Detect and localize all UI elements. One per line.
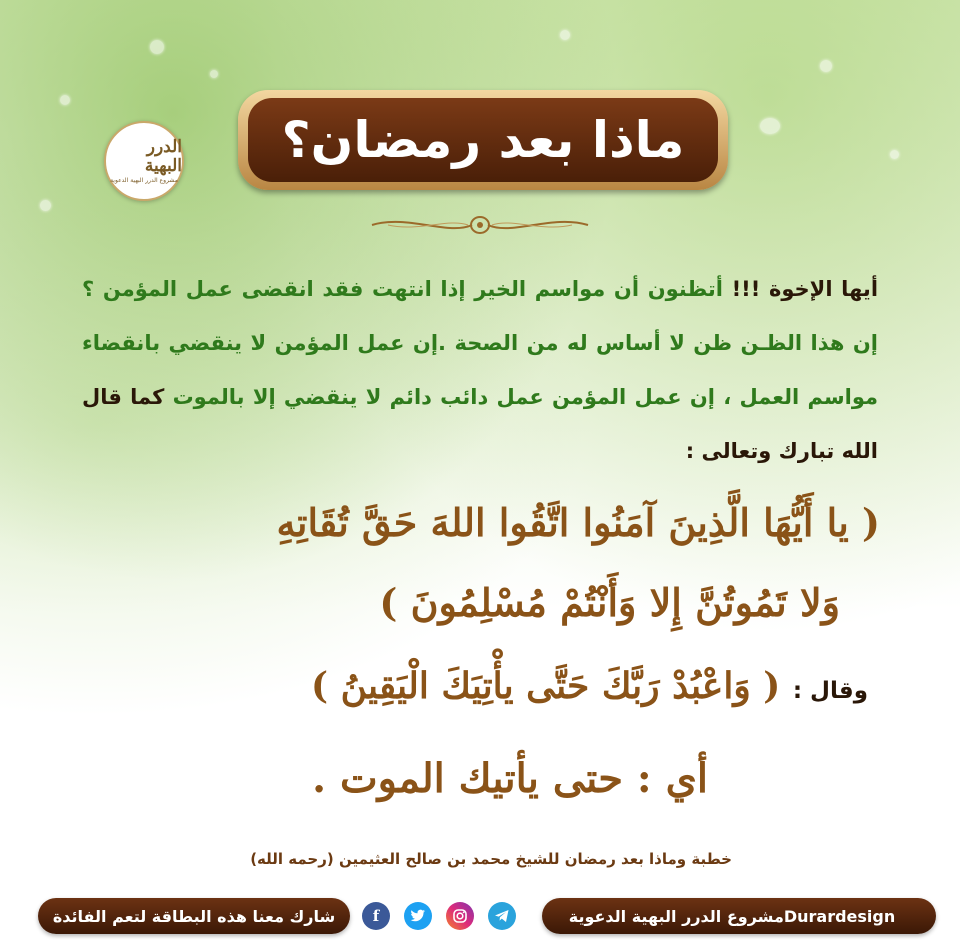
paragraph-body: أتظنون أن مواسم الخير إذا انتهت فقد انقضى عمل المؤمن ؟ إن هذا الظـن ظن لا أساس له من الصحة .إن عمل المؤمن لا ينقضي بانقضاء مواسم العمل ، إن عمل المؤمن عمل دائب دائم لا ينقضي إلا بالموت	[82, 277, 878, 409]
title-banner-inner	[248, 98, 718, 182]
telegram-icon[interactable]	[488, 902, 516, 930]
project-banner	[542, 898, 936, 934]
logo-name: الدرر البهية	[144, 136, 182, 176]
water-drop	[210, 70, 218, 78]
paragraph-ending: كما قال الله تبارك وتعالى :	[82, 385, 878, 463]
verse-line-1: ( يا أَيُّهَا الَّذِينَ آمَنُوا اتَّقُوا اللهَ حَقَّ تُقَاتِهِ	[276, 500, 880, 545]
title-banner	[238, 90, 728, 190]
paragraph-lead: أيها الإخوة !!!	[731, 277, 879, 301]
verse-line-3-text: ( وَاعْبُدْ رَبَّكَ حَتَّى يأْتِيَكَ الْيَقِينُ )	[311, 665, 781, 707]
water-drop	[150, 40, 164, 54]
source-credit: خطبة وماذا بعد رمضان للشيخ محمد بن صالح العثيمين (رحمه الله)	[250, 850, 732, 868]
verse-label: وقال :	[792, 678, 868, 704]
water-drop	[560, 30, 570, 40]
intro-paragraph	[82, 262, 878, 478]
water-drop	[40, 200, 51, 211]
page-title: ماذا بعد رمضان؟	[281, 111, 685, 169]
water-drop	[820, 60, 832, 72]
verse-line-3	[311, 665, 868, 707]
verse-line-4: أي : حتى يأتيك الموت .	[312, 755, 708, 802]
verse-line-2: وَلا تَمُوتُنَّ إِلا وَأَنْتُمْ مُسْلِمُونَ )	[379, 580, 840, 625]
water-drop	[60, 95, 70, 105]
water-drop	[760, 118, 780, 134]
water-drop	[890, 150, 899, 159]
ornament-divider	[368, 212, 592, 238]
facebook-icon[interactable]: f	[362, 902, 390, 930]
share-banner: شارك معنا هذه البطاقة لتعم الفائدة	[38, 898, 350, 934]
instagram-icon[interactable]	[446, 902, 474, 930]
logo	[104, 121, 184, 201]
logo-subtitle: مشروع الدرر البهية الدعوية	[110, 177, 178, 185]
brand-name: Durardesign	[783, 906, 896, 926]
project-name: مشروع الدرر البهية الدعوية	[568, 906, 784, 926]
twitter-icon[interactable]	[404, 902, 432, 930]
